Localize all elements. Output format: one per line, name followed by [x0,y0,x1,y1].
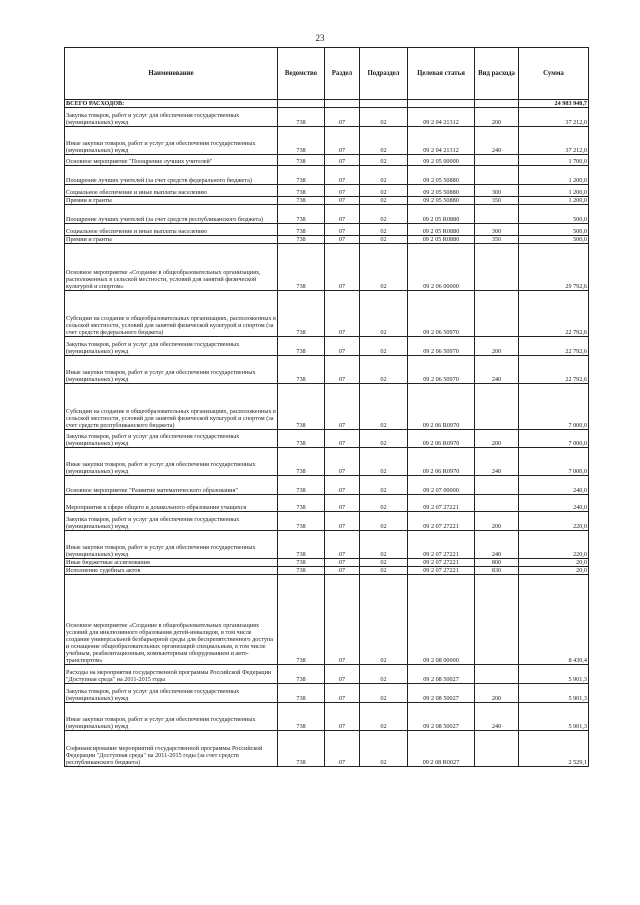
row-expense-type: 830 [475,567,519,575]
row-name: Премии и гранты [65,197,278,205]
row-department: 738 [278,236,325,244]
row-name: Закупка товаров, работ и услуг для обеспечения государственных (муниципальных) нужд [65,337,278,356]
row-expense-type: 240 [475,356,519,384]
row-target-article: 09 2 07 27221 [408,559,475,567]
row-target-article: 09 2 06 R0970 [408,384,475,430]
row-subsection: 02 [360,476,408,495]
row-department: 738 [278,731,325,767]
table-row [65,108,589,127]
table-row [65,531,589,559]
row-sum: 240,0 [519,495,589,512]
row-target-article: 09 2 08 50027 [408,684,475,703]
row-name: Закупка товаров, работ и услуг для обеспечения государственных (муниципальных) нужд [65,512,278,531]
table-row [65,166,589,185]
row-subsection: 02 [360,575,408,665]
row-name: Софинансирование мероприятий государственной программы Российской Федерации "Доступная среда" на 2011-2015 годы (за счет средств республиканского бюджета) [65,731,278,767]
table-row [65,224,589,236]
row-target-article: 09 2 07 27221 [408,567,475,575]
table-row [65,567,589,575]
row-expense-type: 240 [475,448,519,476]
row-section: 07 [325,205,360,224]
row-expense-type: 350 [475,197,519,205]
row-department: 738 [278,337,325,356]
row-department: 738 [278,531,325,559]
row-target-article: 09 2 06 50970 [408,356,475,384]
row-expense-type: 200 [475,512,519,531]
row-name: Основное мероприятие «Создание в общеобразовательных организациях условий для инклюзивного образования детей-инвалидов, в том числе создание универсальной безбарьерной среды для беспрепятственного доступа и оснащение общеобразовательных организаций специальным, в том числе учебным, реабилитационным, компьютерным оборудованием и авто-транспортом» [65,575,278,665]
page-number: 23 [315,33,325,43]
row-sum: 1 700,0 [519,155,589,166]
row-name: Закупка товаров, работ и услуг для обеспечения государственных (муниципальных) нужд [65,684,278,703]
row-section: 07 [325,448,360,476]
table-row [65,575,589,665]
row-sum: 240,0 [519,476,589,495]
row-subsection: 02 [360,244,408,291]
row-expense-type [475,155,519,166]
row-expense-type: 300 [475,185,519,197]
row-target-article: 09 2 08 R0027 [408,731,475,767]
header-row [65,48,589,100]
row-section: 07 [325,684,360,703]
row-sum: 22 792,6 [519,337,589,356]
row-sum: 220,0 [519,531,589,559]
header-section: Раздел [325,48,360,100]
row-section: 07 [325,476,360,495]
row-target-article: 09 2 05 00000 [408,155,475,166]
row-target-article: 09 2 05 50880 [408,185,475,197]
table-row [65,384,589,430]
row-target-article: 09 2 07 27221 [408,495,475,512]
row-name: Иные закупки товаров, работ и услуг для обеспечения государственных (муниципальных) нужд [65,356,278,384]
row-sum: 37 212,0 [519,108,589,127]
row-expense-type: 200 [475,108,519,127]
table-row [65,185,589,197]
row-subsection: 02 [360,684,408,703]
row-expense-type: 200 [475,430,519,448]
row-name: Закупка товаров, работ и услуг для обеспечения государственных (муниципальных) нужд [65,430,278,448]
row-subsection: 02 [360,703,408,731]
row-department: 738 [278,476,325,495]
row-target-article: 09 2 07 27221 [408,531,475,559]
row-section: 07 [325,108,360,127]
row-section: 07 [325,291,360,337]
row-department: 738 [278,205,325,224]
row-name: Исполнение судебных актов [65,567,278,575]
row-expense-type [475,384,519,430]
row-target-article: 09 2 05 R0880 [408,224,475,236]
row-name: Субсидии на создание в общеобразовательных организациях, расположенных в сельской местности, условий для занятий физической культурой и спортом (за счет средств федерального бюджета) [65,291,278,337]
row-department: 738 [278,166,325,185]
table-row [65,197,589,205]
row-department: 738 [278,512,325,531]
row-sum: 2 529,1 [519,731,589,767]
row-section: 07 [325,575,360,665]
row-name: Закупка товаров, работ и услуг для обеспечения государственных (муниципальных) нужд [65,108,278,127]
row-subsection: 02 [360,155,408,166]
table-row [65,684,589,703]
row-department: 738 [278,448,325,476]
row-sum: 37 212,0 [519,127,589,155]
row-expense-type: 240 [475,703,519,731]
table-row [65,291,589,337]
row-name: Иные бюджетные ассигнования [65,559,278,567]
row-department: 738 [278,559,325,567]
row-sum: 5 901,3 [519,665,589,684]
row-target-article: 09 2 07 00000 [408,476,475,495]
table-row [65,448,589,476]
row-target-article: 09 2 06 50970 [408,291,475,337]
row-department: 738 [278,197,325,205]
row-department: 738 [278,384,325,430]
row-expense-type [475,665,519,684]
header-subsection: Подраздел [360,48,408,100]
row-target-article: 09 2 05 R0880 [408,205,475,224]
row-section: 07 [325,236,360,244]
row-sum: 22 792,6 [519,291,589,337]
row-subsection: 02 [360,559,408,567]
row-department: 738 [278,224,325,236]
table-row [65,244,589,291]
row-department: 738 [278,108,325,127]
row-sum: 500,0 [519,224,589,236]
row-sum: 29 792,6 [519,244,589,291]
row-name: Мероприятия в сфере общего и дошкольного образования учащихся [65,495,278,512]
row-section: 07 [325,155,360,166]
row-sum: 7 000,0 [519,430,589,448]
row-target-article: 09 2 07 27221 [408,512,475,531]
row-sum: 1 200,0 [519,166,589,185]
row-department: 738 [278,244,325,291]
table-row [65,356,589,384]
row-department: 738 [278,356,325,384]
row-target-article: 09 2 05 R0880 [408,236,475,244]
row-target-article: 09 2 08 00000 [408,575,475,665]
row-section: 07 [325,430,360,448]
table-row [65,559,589,567]
row-department: 738 [278,495,325,512]
table-row [65,155,589,166]
row-sum: 5 901,3 [519,703,589,731]
row-target-article: 09 2 06 50970 [408,337,475,356]
table-row [65,205,589,224]
row-section: 07 [325,495,360,512]
row-sum: 20,0 [519,567,589,575]
row-subsection: 02 [360,531,408,559]
row-target-article: 09 2 06 00000 [408,244,475,291]
table-row [65,512,589,531]
row-department: 738 [278,665,325,684]
row-target-article: 09 2 04 21312 [408,108,475,127]
row-subsection: 02 [360,236,408,244]
row-subsection: 02 [360,224,408,236]
table-row [65,430,589,448]
row-expense-type: 300 [475,224,519,236]
row-expense-type: 240 [475,127,519,155]
row-sum: 20,0 [519,559,589,567]
row-section: 07 [325,244,360,291]
row-section: 07 [325,665,360,684]
row-section: 07 [325,559,360,567]
row-subsection: 02 [360,108,408,127]
row-expense-type [475,205,519,224]
row-expense-type: 240 [475,531,519,559]
row-expense-type [475,476,519,495]
row-name: Иные закупки товаров, работ и услуг для обеспечения государственных (муниципальных) нужд [65,127,278,155]
header-sum: Сумма [519,48,589,100]
row-target-article: 09 2 05 50880 [408,197,475,205]
row-name: Премии и гранты [65,236,278,244]
row-name: Иные закупки товаров, работ и услуг для обеспечения государственных (муниципальных) нужд [65,448,278,476]
row-subsection: 02 [360,731,408,767]
row-section: 07 [325,337,360,356]
row-sum: 500,0 [519,236,589,244]
row-section: 07 [325,384,360,430]
row-department: 738 [278,127,325,155]
row-subsection: 02 [360,665,408,684]
row-department: 738 [278,155,325,166]
header-expense-type: Вид расхода [475,48,519,100]
row-subsection: 02 [360,430,408,448]
row-target-article: 09 2 08 50027 [408,665,475,684]
row-name: Поощрение лучших учителей (за счет средств республиканского бюджета) [65,205,278,224]
row-sum: 7 000,0 [519,384,589,430]
row-subsection: 02 [360,337,408,356]
row-department: 738 [278,703,325,731]
row-sum: 22 792,6 [519,356,589,384]
total-row [65,100,589,108]
header-name: Наименование [65,48,278,100]
row-section: 07 [325,197,360,205]
row-section: 07 [325,166,360,185]
row-section: 07 [325,731,360,767]
row-subsection: 02 [360,495,408,512]
table-row [65,703,589,731]
row-department: 738 [278,430,325,448]
row-target-article: 09 2 08 50027 [408,703,475,731]
table-row [65,127,589,155]
row-section: 07 [325,356,360,384]
row-department: 738 [278,567,325,575]
header-department: Ведомство [278,48,325,100]
row-sum: 5 901,3 [519,684,589,703]
row-name: Субсидии на создание в общеобразовательных организациях, расположенных в сельской местности, условий для занятий физической культурой и спортом (за счет средств республиканского бюджета) [65,384,278,430]
row-subsection: 02 [360,185,408,197]
row-name: Расходы на мероприятия государственной программы Российской Федерации "Доступная среда" на 2011-2015 годы [65,665,278,684]
row-expense-type [475,291,519,337]
row-name: Основное мероприятие «Создание в общеобразовательных организациях, расположенных в сельской местности, условий для занятий физической культурой и спортом» [65,244,278,291]
table-row [65,495,589,512]
row-sum: 7 000,0 [519,448,589,476]
row-sum: 1 200,0 [519,185,589,197]
row-section: 07 [325,185,360,197]
row-department: 738 [278,575,325,665]
budget-table [64,47,589,767]
row-expense-type: 350 [475,236,519,244]
row-subsection: 02 [360,448,408,476]
row-section: 07 [325,512,360,531]
row-sum: 1 200,0 [519,197,589,205]
row-subsection: 02 [360,205,408,224]
table-row [65,476,589,495]
row-section: 07 [325,531,360,559]
row-expense-type [475,575,519,665]
total-sum: 24 983 940,7 [519,100,589,108]
row-section: 07 [325,127,360,155]
row-subsection: 02 [360,356,408,384]
row-section: 07 [325,567,360,575]
header-target-article: Целевая статья [408,48,475,100]
row-name: Поощрение лучших учителей (за счет средств федерального бюджета) [65,166,278,185]
table-row [65,731,589,767]
table-row [65,665,589,684]
row-department: 738 [278,291,325,337]
row-name: Основное мероприятие "Поощрение лучших учителей" [65,155,278,166]
row-target-article: 09 2 06 R0970 [408,430,475,448]
row-name: Иные закупки товаров, работ и услуг для обеспечения государственных (муниципальных) нужд [65,703,278,731]
row-subsection: 02 [360,197,408,205]
row-expense-type: 200 [475,684,519,703]
row-department: 738 [278,185,325,197]
row-expense-type [475,166,519,185]
row-department: 738 [278,684,325,703]
row-section: 07 [325,703,360,731]
row-subsection: 02 [360,512,408,531]
row-name: Иные закупки товаров, работ и услуг для обеспечения государственных (муниципальных) нужд [65,531,278,559]
row-target-article: 09 2 05 50880 [408,166,475,185]
row-expense-type [475,495,519,512]
row-expense-type [475,731,519,767]
table-row [65,337,589,356]
row-sum: 500,0 [519,205,589,224]
row-target-article: 09 2 04 21312 [408,127,475,155]
row-subsection: 02 [360,166,408,185]
row-subsection: 02 [360,291,408,337]
row-subsection: 02 [360,384,408,430]
row-name: Основное мероприятие "Развитие математического образования" [65,476,278,495]
row-sum: 8 430,4 [519,575,589,665]
row-expense-type [475,244,519,291]
row-subsection: 02 [360,567,408,575]
table-row [65,236,589,244]
row-name: Социальное обеспечение и иные выплаты населению [65,224,278,236]
row-sum: 220,0 [519,512,589,531]
total-label: ВСЕГО РАСХОДОВ: [65,100,278,108]
row-subsection: 02 [360,127,408,155]
row-section: 07 [325,224,360,236]
row-target-article: 09 2 06 R0970 [408,448,475,476]
row-expense-type: 200 [475,337,519,356]
row-expense-type: 800 [475,559,519,567]
row-name: Социальное обеспечение и иные выплаты населению [65,185,278,197]
